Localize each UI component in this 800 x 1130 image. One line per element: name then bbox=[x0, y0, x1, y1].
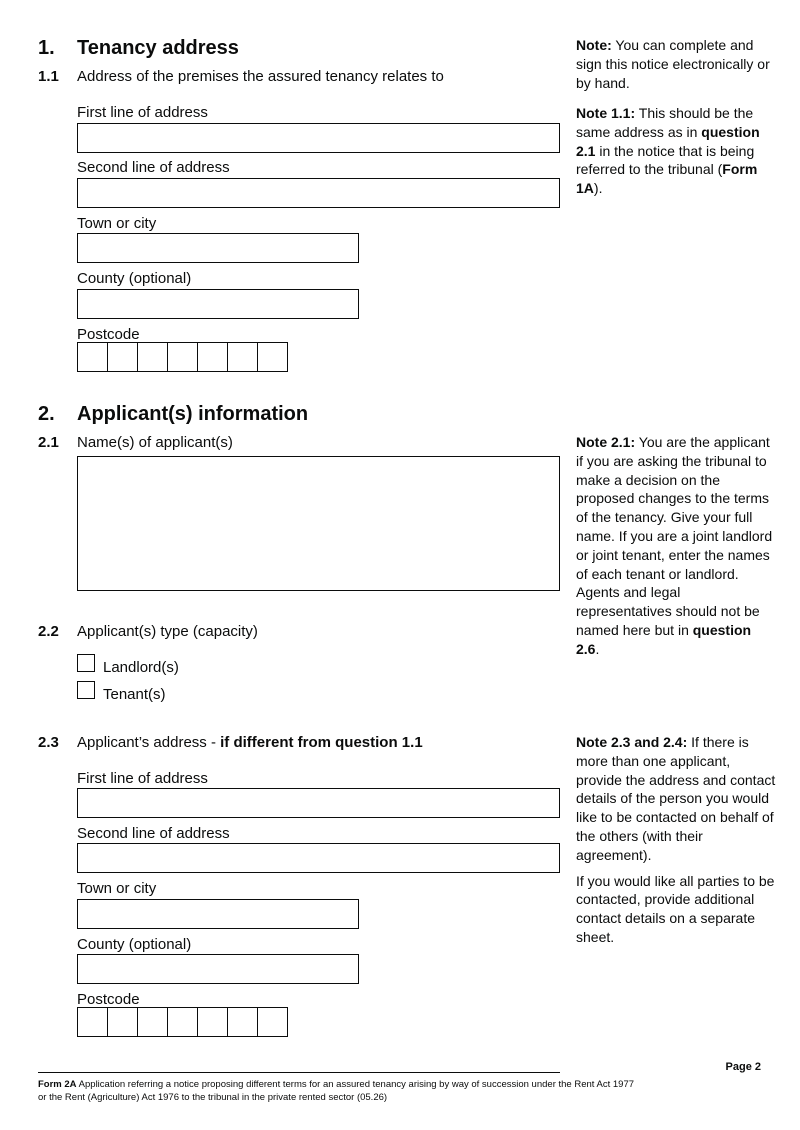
s2-postcode-cell[interactable] bbox=[168, 1008, 198, 1036]
s2-town-label: Town or city bbox=[77, 880, 157, 897]
s2-second-line-label: Second line of address bbox=[77, 825, 230, 842]
question-2-3-number: 2.3 bbox=[38, 734, 59, 751]
note-2-3 bbox=[576, 733, 776, 947]
s2-postcode-cell[interactable] bbox=[258, 1008, 287, 1036]
question-2-2-number: 2.2 bbox=[38, 623, 59, 640]
s2-postcode-cell[interactable] bbox=[138, 1008, 168, 1036]
question-1-1-text: Address of the premises the assured tenancy relates to bbox=[77, 68, 444, 85]
s1-postcode-cell[interactable] bbox=[78, 343, 108, 371]
s2-postcode-label: Postcode bbox=[77, 991, 140, 1008]
note-2-3-text: If there is more than one applicant, provide the address and contact details of the person you would like to be contacted on behalf of the others (with their agreement). bbox=[576, 734, 776, 863]
question-2-1-number: 2.1 bbox=[38, 434, 59, 451]
footer-form-text: Application referring a notice proposing different terms for an assured tenancy arising by way of succession under the Rent Act 1977 or the Rent (Agriculture) Act 1976 to the tribunal in the private rented sector (05.26) bbox=[38, 1079, 635, 1103]
note-2-1-text: You are the applicant if you are asking the tribunal to make a decision on the proposed changes to the terms of the tenancy. Give your full name. If you are a joint landlord or joint tenant, enter the names of each tenant or landlord. Agents and legal representatives should not be named here but in bbox=[576, 434, 773, 638]
note-2-3-bold: Note 2.3 and 2.4: bbox=[576, 734, 688, 750]
s1-postcode-field bbox=[77, 342, 288, 372]
s1-first-line-label: First line of address bbox=[77, 104, 208, 121]
note-1-1-form-ref: Form 1A bbox=[576, 161, 758, 197]
s2-first-line-input[interactable] bbox=[77, 788, 560, 818]
question-1-1-number: 1.1 bbox=[38, 68, 59, 85]
s1-town-label: Town or city bbox=[77, 215, 157, 232]
note-2-3-text-2: If you would like all parties to be contacted, provide additional contact details on a separate sheet. bbox=[576, 872, 775, 945]
note-2-1-question-ref: question 2.6 bbox=[576, 621, 752, 657]
footer-divider bbox=[38, 1072, 560, 1073]
s1-county-label: County (optional) bbox=[77, 270, 192, 287]
s1-postcode-label: Postcode bbox=[77, 326, 140, 343]
question-2-3-text bbox=[77, 733, 423, 753]
question-2-2-text: Applicant(s) type (capacity) bbox=[77, 623, 258, 640]
s1-county-input[interactable] bbox=[77, 289, 359, 319]
s1-postcode-cell[interactable] bbox=[258, 343, 287, 371]
s2-town-input[interactable] bbox=[77, 899, 359, 929]
s2-county-label: County (optional) bbox=[77, 936, 192, 953]
note-1-1 bbox=[576, 104, 776, 198]
s2-second-line-input[interactable] bbox=[77, 843, 560, 873]
section-2-number: 2. bbox=[38, 403, 55, 425]
landlord-checkbox[interactable] bbox=[77, 654, 95, 672]
note-2-1-text-2: . bbox=[595, 640, 600, 657]
s1-postcode-cell[interactable] bbox=[138, 343, 168, 371]
note-2-1-bold: Note 2.1: bbox=[576, 434, 636, 450]
note-1-1-text: This should be the same address as in bbox=[576, 105, 754, 140]
s1-second-line-label: Second line of address bbox=[77, 159, 230, 176]
s1-postcode-cell[interactable] bbox=[108, 343, 138, 371]
s1-postcode-cell[interactable] bbox=[228, 343, 258, 371]
landlord-checkbox-label: Landlord(s) bbox=[103, 659, 179, 676]
tenant-checkbox-label: Tenant(s) bbox=[103, 686, 166, 703]
s2-postcode-cell[interactable] bbox=[108, 1008, 138, 1036]
question-2-3-text-bold: if different from question 1.1 bbox=[220, 734, 423, 751]
page-number: Page 2 bbox=[725, 1061, 761, 1073]
note-general-bold: Note: bbox=[576, 37, 612, 53]
s1-town-input[interactable] bbox=[77, 233, 359, 263]
tenant-checkbox[interactable] bbox=[77, 681, 95, 699]
s2-county-input[interactable] bbox=[77, 954, 359, 984]
section-1-number: 1. bbox=[38, 37, 55, 59]
footer-form-id: Form 2A bbox=[38, 1079, 77, 1090]
section-2-title: Applicant(s) information bbox=[77, 403, 309, 425]
applicant-names-textarea[interactable] bbox=[77, 456, 560, 591]
s2-postcode-cell[interactable] bbox=[78, 1008, 108, 1036]
s1-first-line-input[interactable] bbox=[77, 123, 560, 153]
note-general bbox=[576, 36, 776, 92]
footer-form-description bbox=[38, 1079, 638, 1104]
note-1-1-question-ref: question 2.1 bbox=[576, 123, 760, 159]
s2-postcode-cell[interactable] bbox=[228, 1008, 258, 1036]
section-1-title: Tenancy address bbox=[77, 37, 239, 59]
note-1-1-bold: Note 1.1: bbox=[576, 105, 636, 121]
question-2-3-text-plain: Applicant’s address - bbox=[77, 734, 221, 751]
note-general-text: You can complete and sign this notice electronically or by hand. bbox=[576, 37, 770, 91]
s2-first-line-label: First line of address bbox=[77, 770, 208, 787]
note-2-1 bbox=[576, 433, 776, 659]
s2-postcode-cell[interactable] bbox=[198, 1008, 228, 1036]
s1-postcode-cell[interactable] bbox=[198, 343, 228, 371]
s1-postcode-cell[interactable] bbox=[168, 343, 198, 371]
note-1-1-text-3: ). bbox=[593, 180, 603, 197]
s2-postcode-field bbox=[77, 1007, 288, 1037]
note-1-1-text-2: in the notice that is being referred to the tribunal ( bbox=[576, 142, 755, 178]
s1-second-line-input[interactable] bbox=[77, 178, 560, 208]
question-2-1-text: Name(s) of applicant(s) bbox=[77, 434, 233, 451]
